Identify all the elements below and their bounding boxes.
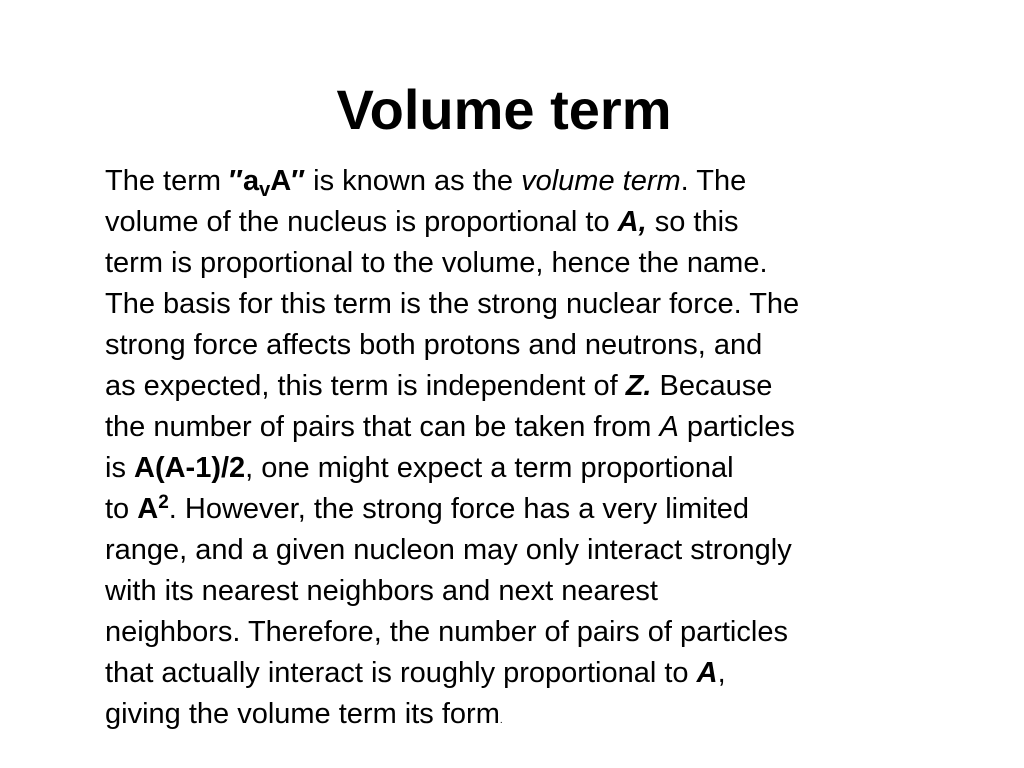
text-line [105,202,935,243]
text-segment: A(A-1)/2 [134,452,246,484]
text-line [105,489,935,530]
text-line [105,243,935,284]
text-segment: The term [105,165,230,197]
text-segment: v [259,179,271,201]
text-segment: . However, the strong force has a very limited [168,493,750,525]
text-segment: to [105,493,138,525]
text-segment: 2 [158,492,169,513]
text-line [105,653,935,694]
text-segment: A [696,657,718,689]
text-line [105,530,935,571]
text-segment: The basis for this term is the strong nuclear force. The [105,288,800,320]
text-line [105,612,935,653]
text-line [105,161,935,202]
text-line [105,366,935,407]
text-segment: as expected, this term is independent of [105,370,626,402]
text-line [105,448,935,489]
text-segment: that actually interact is roughly proportional to [105,657,697,689]
text-line [105,571,935,612]
text-segment: the number of pairs that can be taken from [105,411,660,443]
text-segment: is known as the [305,165,522,197]
text-line [105,284,935,325]
text-segment: with its nearest neighbors and next nearest [105,575,658,607]
text-segment: strong force affects both protons and neutrons, and [105,329,763,361]
text-segment: , [717,657,726,689]
text-segment: range, and a given nucleon may only interact strongly [105,534,792,566]
text-line [105,407,935,448]
text-segment: , one might expect a term proportional [245,452,734,484]
text-segment: volume term [521,165,681,197]
text-segment: Because [651,370,773,402]
text-segment: A″ [270,165,306,197]
text-segment: term is proportional to the volume, hence the name. [105,247,768,279]
text-segment: A [137,493,159,525]
text-segment: particles [678,411,795,443]
text-segment: volume of the nucleus is proportional to [105,206,618,238]
text-segment: ″a [229,165,260,197]
text-segment: A [659,411,679,443]
slide-title: Volume term [336,78,672,141]
text-segment: A, [617,206,647,238]
text-segment: is [105,452,134,484]
text-segment: Z. [625,370,652,402]
text-segment: so this [646,206,739,238]
text-line [105,325,935,366]
text-segment: . [499,715,503,726]
text-segment: giving the volume term its form [105,698,500,730]
text-segment: . The [680,165,747,197]
text-line [105,694,935,741]
text-segment: neighbors. Therefore, the number of pairs of particles [105,616,788,648]
body-paragraph [105,161,935,741]
